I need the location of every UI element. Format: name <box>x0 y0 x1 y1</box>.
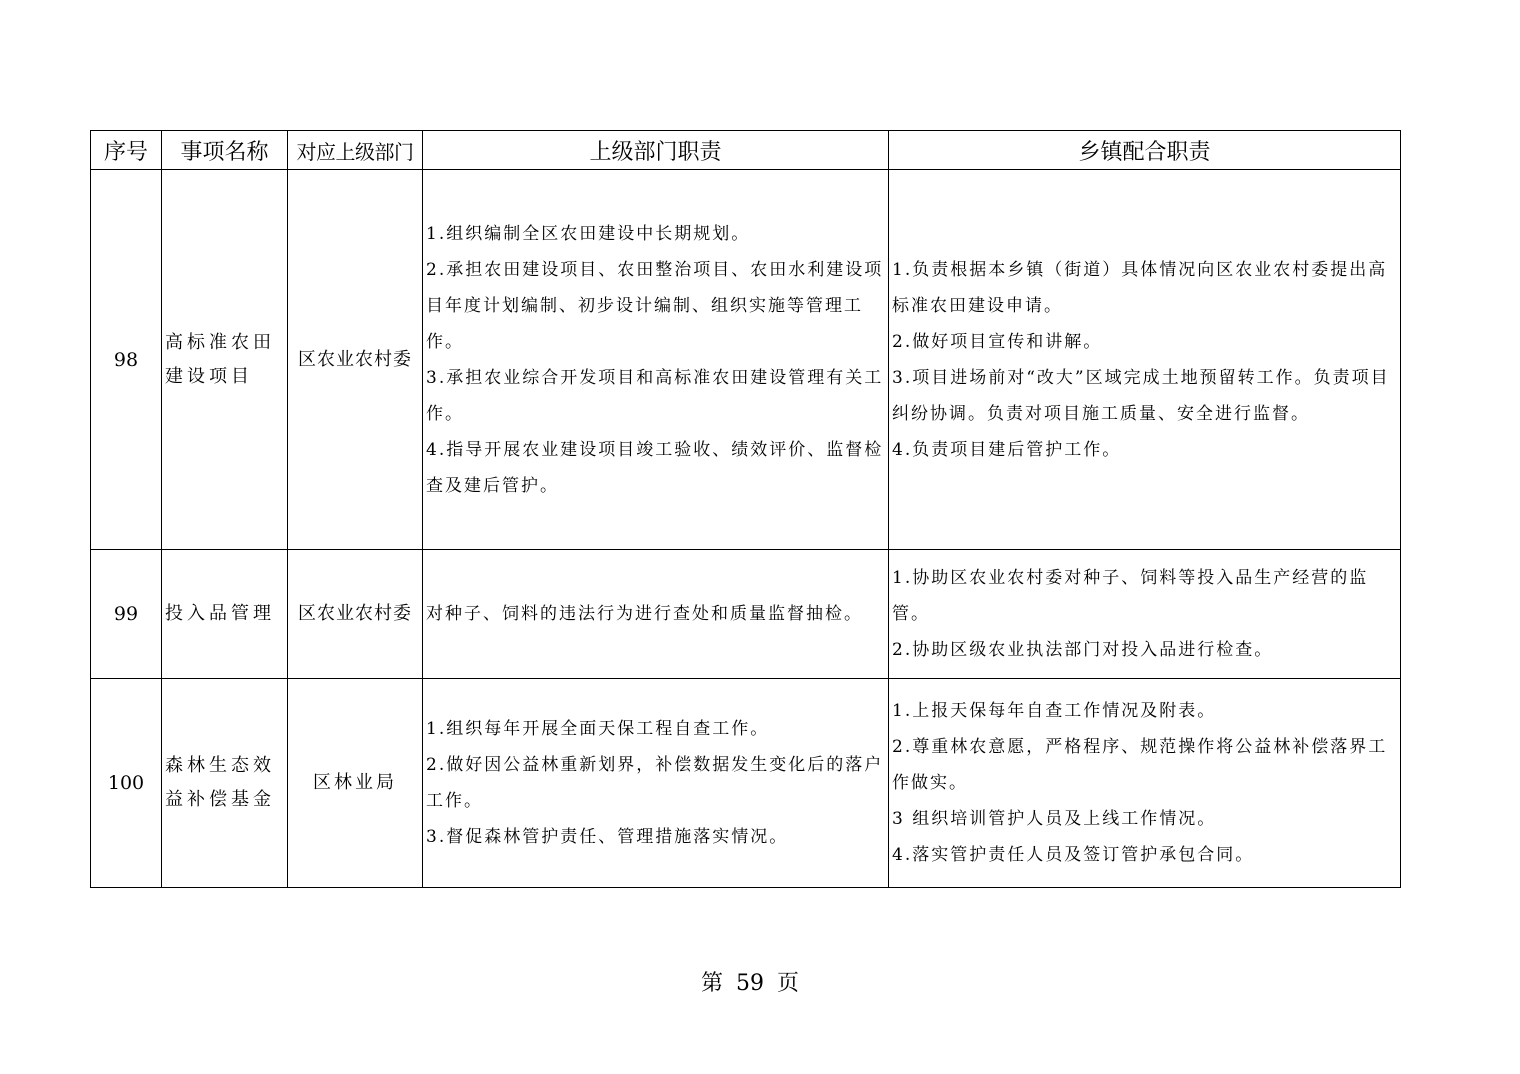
duty-line: 1.协助区农业农村委对种子、饲料等投入品生产经营的监管。 <box>892 568 1369 624</box>
header-superior-duties: 上级部门职责 <box>423 131 889 170</box>
duty-line: 1.组织编制全区农田建设中长期规划。 <box>426 223 751 244</box>
duty-line: 2.承担农田建设项目、农田整治项目、农田水利建设项目年度计划编制、初步设计编制、组织实施等管理工作。 <box>426 259 884 352</box>
row-seq: 100 <box>91 679 162 888</box>
row-dept: 区林业局 <box>288 679 423 888</box>
duty-line: 1.负责根据本乡镇（街道）具体情况向区农业农村委提出高标准农田建设申请。 <box>892 259 1388 316</box>
duty-line: 3.督促森林管护责任、管理措施落实情况。 <box>426 827 789 847</box>
row-dept: 区农业农村委 <box>288 550 423 679</box>
duty-line: 2.做好因公益林重新划界，补偿数据发生变化后的落户工作。 <box>426 755 884 811</box>
header-superior-dept: 对应上级部门 <box>288 131 423 170</box>
row-town-duties <box>889 170 1401 550</box>
table-row <box>91 170 1401 550</box>
row-town-duties <box>889 679 1401 888</box>
table-row <box>91 550 1401 679</box>
table-row <box>91 679 1401 888</box>
row-dept: 区农业农村委 <box>288 170 423 550</box>
duty-line: 4.落实管护责任人员及签订管护承包合同。 <box>892 845 1255 865</box>
header-seq: 序号 <box>91 131 162 170</box>
duty-line: 对种子、饲料的违法行为进行查处和质量监督抽检。 <box>426 604 863 624</box>
duty-line: 1.上报天保每年自查工作情况及附表。 <box>892 701 1217 721</box>
row-item-name: 投入品管理 <box>162 550 288 679</box>
duty-line: 4.负责项目建后管护工作。 <box>892 439 1122 460</box>
duty-line: 2.尊重林农意愿，严格程序、规范操作将公益林补偿落界工作做实。 <box>892 737 1388 793</box>
header-town-duties: 乡镇配合职责 <box>889 131 1401 170</box>
duty-line: 2.协助区级农业执法部门对投入品进行检查。 <box>892 640 1274 660</box>
duty-table <box>90 130 1401 888</box>
row-town-duties <box>889 550 1401 679</box>
row-superior-duties <box>423 550 889 679</box>
row-seq: 99 <box>91 550 162 679</box>
row-seq: 98 <box>91 170 162 550</box>
duty-line: 3 组织培训管护人员及上线工作情况。 <box>892 809 1217 829</box>
row-item-name: 森林生态效益补偿基金 <box>162 679 288 888</box>
row-item-name: 高标准农田建设项目 <box>162 170 288 550</box>
header-item-name: 事项名称 <box>162 131 288 170</box>
duty-line: 3.承担农业综合开发项目和高标准农田建设管理有关工作。 <box>426 367 884 424</box>
table-header-row <box>91 131 1401 170</box>
row-superior-duties <box>423 170 889 550</box>
duty-line: 1.组织每年开展全面天保工程自查工作。 <box>426 719 770 739</box>
duty-line: 2.做好项目宣传和讲解。 <box>892 331 1103 352</box>
duty-line: 3.项目进场前对“改大”区域完成土地预留转工作。负责项目纠纷协调。负责对项目施工质量、安全进行监督。 <box>892 367 1390 424</box>
duty-line: 4.指导开展农业建设项目竣工验收、绩效评价、监督检查及建后管护。 <box>426 439 884 496</box>
row-superior-duties <box>423 679 889 888</box>
page-number: 第 59 页 <box>701 971 799 996</box>
